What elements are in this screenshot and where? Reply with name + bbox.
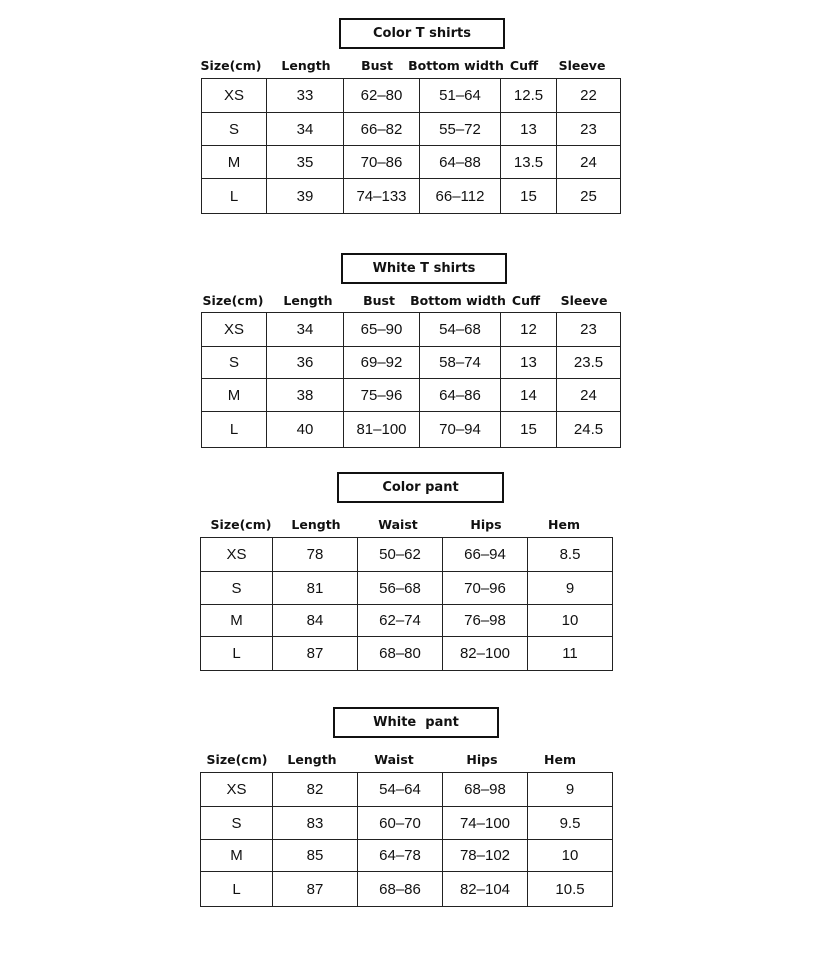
cell-bottom-width: 54–68 xyxy=(420,313,501,347)
header-hips: Hips xyxy=(466,752,498,767)
cell-length: 40 xyxy=(267,412,344,448)
cell-bottom-width: 70–94 xyxy=(420,412,501,448)
header-length: Length xyxy=(283,293,333,308)
cell-length: 82 xyxy=(273,773,358,807)
cell-size: L xyxy=(202,412,267,448)
cell-length: 33 xyxy=(267,79,344,113)
color-tshirts-table xyxy=(201,78,621,214)
table-row xyxy=(201,773,613,807)
header-length: Length xyxy=(291,517,341,532)
cell-hips: 76–98 xyxy=(443,605,528,637)
cell-length: 34 xyxy=(267,313,344,347)
cell-hips: 68–98 xyxy=(443,773,528,807)
cell-length: 38 xyxy=(267,379,344,412)
cell-waist: 50–62 xyxy=(358,538,443,572)
cell-waist: 64–78 xyxy=(358,840,443,872)
cell-hem: 10 xyxy=(528,605,613,637)
table-row xyxy=(201,637,613,671)
cell-size: M xyxy=(202,146,267,179)
table-row xyxy=(201,872,613,907)
cell-size: L xyxy=(201,637,273,671)
cell-cuff: 13 xyxy=(501,347,557,379)
cell-size: S xyxy=(201,807,273,840)
cell-hips: 78–102 xyxy=(443,840,528,872)
cell-cuff: 13 xyxy=(501,113,557,146)
color-tshirts-header xyxy=(0,58,830,80)
cell-bottom-width: 64–86 xyxy=(420,379,501,412)
cell-bust: 74–133 xyxy=(344,179,420,214)
header-hips: Hips xyxy=(470,517,502,532)
cell-cuff: 12.5 xyxy=(501,79,557,113)
cell-length: 36 xyxy=(267,347,344,379)
cell-cuff: 13.5 xyxy=(501,146,557,179)
header-sleeve: Sleeve xyxy=(560,293,608,308)
cell-hips: 82–104 xyxy=(443,872,528,907)
color-tshirts-title: Color T shirts xyxy=(339,18,505,49)
cell-size: M xyxy=(202,379,267,412)
cell-sleeve: 23.5 xyxy=(557,347,621,379)
white-tshirts-table xyxy=(201,312,621,448)
cell-size: S xyxy=(202,113,267,146)
cell-size: M xyxy=(201,840,273,872)
header-size: Size(cm) xyxy=(206,752,268,767)
white-pant-table xyxy=(200,772,613,907)
header-waist: Waist xyxy=(374,752,414,767)
cell-hem: 9.5 xyxy=(528,807,613,840)
table-row xyxy=(201,840,613,872)
cell-cuff: 14 xyxy=(501,379,557,412)
cell-size: XS xyxy=(202,313,267,347)
cell-sleeve: 23 xyxy=(557,313,621,347)
table-row xyxy=(201,605,613,637)
table-row xyxy=(201,807,613,840)
cell-cuff: 15 xyxy=(501,412,557,448)
cell-sleeve: 24 xyxy=(557,379,621,412)
cell-bust: 81–100 xyxy=(344,412,420,448)
cell-length: 35 xyxy=(267,146,344,179)
cell-sleeve: 23 xyxy=(557,113,621,146)
header-length: Length xyxy=(287,752,337,767)
cell-sleeve: 25 xyxy=(557,179,621,214)
cell-size: S xyxy=(202,347,267,379)
table-row xyxy=(202,379,621,412)
header-size: Size(cm) xyxy=(210,517,272,532)
cell-bottom-width: 64–88 xyxy=(420,146,501,179)
cell-size: L xyxy=(201,872,273,907)
cell-waist: 62–74 xyxy=(358,605,443,637)
cell-size: XS xyxy=(201,773,273,807)
cell-bust: 62–80 xyxy=(344,79,420,113)
header-hem: Hem xyxy=(548,517,580,532)
table-row xyxy=(202,313,621,347)
cell-bust: 65–90 xyxy=(344,313,420,347)
header-size: Size(cm) xyxy=(202,293,264,308)
cell-sleeve: 22 xyxy=(557,79,621,113)
header-waist: Waist xyxy=(378,517,418,532)
color-pant-title: Color pant xyxy=(337,472,504,503)
cell-length: 78 xyxy=(273,538,358,572)
table-row xyxy=(202,347,621,379)
cell-hem: 10 xyxy=(528,840,613,872)
cell-hem: 9 xyxy=(528,572,613,605)
cell-hem: 11 xyxy=(528,637,613,671)
cell-bottom-width: 55–72 xyxy=(420,113,501,146)
header-sleeve: Sleeve xyxy=(558,58,606,73)
cell-sleeve: 24 xyxy=(557,146,621,179)
cell-waist: 68–80 xyxy=(358,637,443,671)
cell-bottom-width: 66–112 xyxy=(420,179,501,214)
cell-length: 81 xyxy=(273,572,358,605)
header-size: Size(cm) xyxy=(200,58,262,73)
cell-hem: 9 xyxy=(528,773,613,807)
cell-bust: 75–96 xyxy=(344,379,420,412)
cell-sleeve: 24.5 xyxy=(557,412,621,448)
cell-length: 39 xyxy=(267,179,344,214)
cell-bust: 66–82 xyxy=(344,113,420,146)
cell-waist: 56–68 xyxy=(358,572,443,605)
cell-size: M xyxy=(201,605,273,637)
cell-hem: 10.5 xyxy=(528,872,613,907)
cell-length: 34 xyxy=(267,113,344,146)
cell-waist: 54–64 xyxy=(358,773,443,807)
header-hem: Hem xyxy=(544,752,576,767)
cell-hem: 8.5 xyxy=(528,538,613,572)
cell-size: L xyxy=(202,179,267,214)
cell-bottom-width: 58–74 xyxy=(420,347,501,379)
cell-length: 85 xyxy=(273,840,358,872)
header-bust: Bust xyxy=(361,58,393,73)
cell-hips: 82–100 xyxy=(443,637,528,671)
white-pant-title: White pant xyxy=(333,707,499,738)
cell-hips: 66–94 xyxy=(443,538,528,572)
cell-size: XS xyxy=(201,538,273,572)
table-row xyxy=(201,572,613,605)
header-length: Length xyxy=(281,58,331,73)
cell-cuff: 12 xyxy=(501,313,557,347)
cell-bust: 70–86 xyxy=(344,146,420,179)
table-row xyxy=(201,538,613,572)
cell-waist: 60–70 xyxy=(358,807,443,840)
table-row xyxy=(202,79,621,113)
table-row xyxy=(202,146,621,179)
header-cuff: Cuff xyxy=(511,293,541,308)
cell-length: 87 xyxy=(273,872,358,907)
cell-waist: 68–86 xyxy=(358,872,443,907)
cell-size: S xyxy=(201,572,273,605)
cell-bust: 69–92 xyxy=(344,347,420,379)
color-pant-header xyxy=(0,517,830,539)
cell-hips: 70–96 xyxy=(443,572,528,605)
cell-length: 87 xyxy=(273,637,358,671)
header-cuff: Cuff xyxy=(509,58,539,73)
cell-cuff: 15 xyxy=(501,179,557,214)
table-row xyxy=(202,412,621,448)
cell-bottom-width: 51–64 xyxy=(420,79,501,113)
white-pant-header xyxy=(0,752,830,774)
cell-length: 83 xyxy=(273,807,358,840)
cell-size: XS xyxy=(202,79,267,113)
header-bottom-width: Bottom width xyxy=(408,58,504,73)
table-row xyxy=(202,113,621,146)
table-row xyxy=(202,179,621,214)
header-bust: Bust xyxy=(363,293,395,308)
white-tshirts-title: White T shirts xyxy=(341,253,507,284)
color-pant-table xyxy=(200,537,613,671)
cell-hips: 74–100 xyxy=(443,807,528,840)
header-bottom-width: Bottom width xyxy=(410,293,506,308)
cell-length: 84 xyxy=(273,605,358,637)
